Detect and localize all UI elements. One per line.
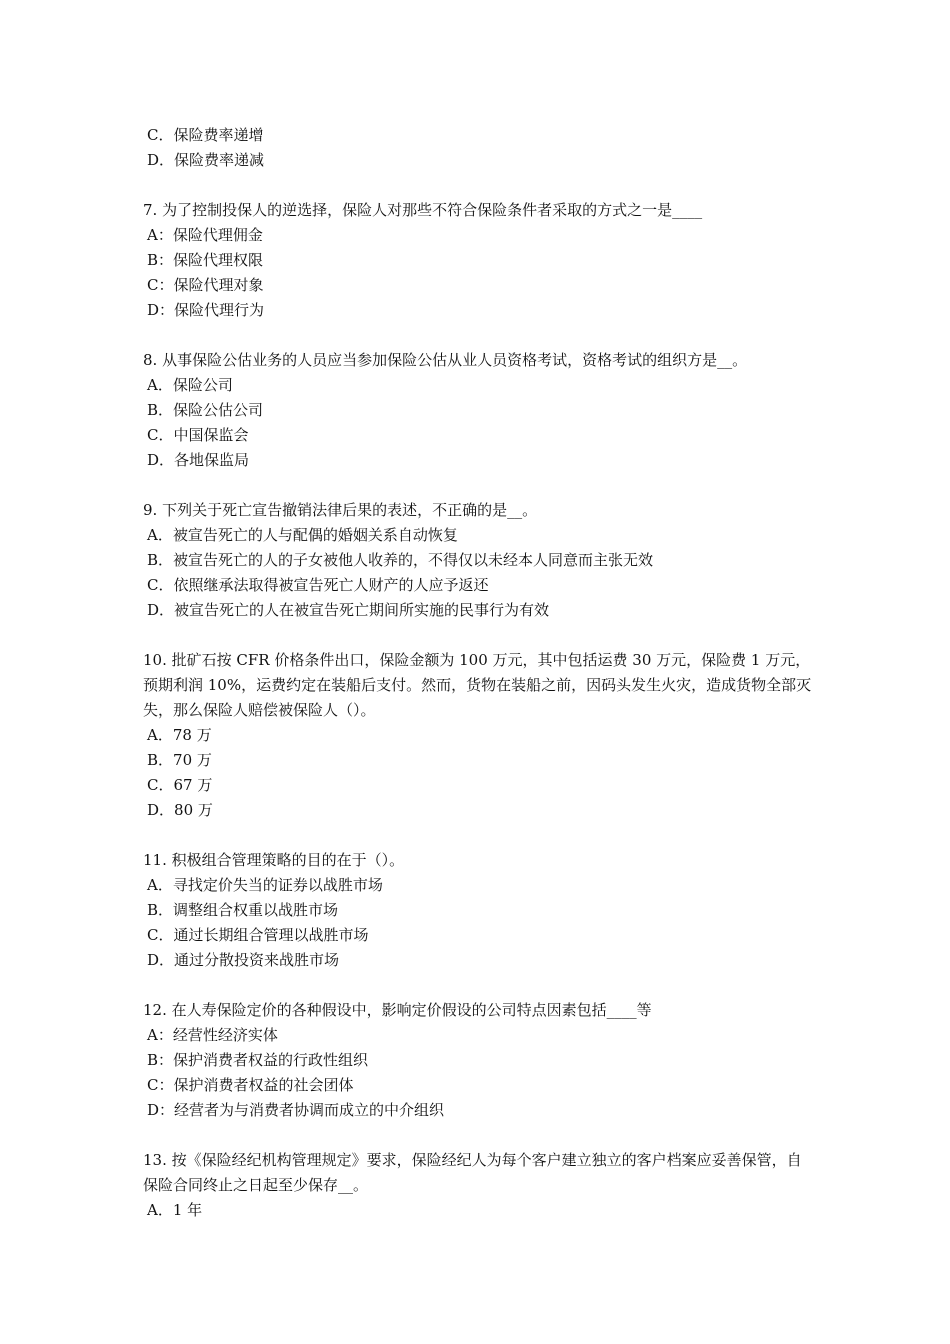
- option-d: D．80 万: [147, 801, 213, 819]
- option-d: D．通过分散投资来战胜市场: [147, 951, 340, 969]
- option-b: B．被宣告死亡的人的子女被他人收养的，不得仅以未经本人同意而主张无效: [147, 551, 654, 569]
- option-a: A．保险公司: [147, 376, 233, 394]
- option-list: [143, 223, 815, 323]
- option-list: [143, 373, 815, 473]
- question-block: [143, 198, 815, 323]
- question-block: [143, 123, 815, 173]
- option-c: C．通过长期组合管理以战胜市场: [147, 926, 369, 944]
- option-d: D．被宣告死亡的人在被宣告死亡期间所实施的民事行为有效: [147, 601, 550, 619]
- option-a: A：经营性经济实体: [147, 1026, 278, 1044]
- option-list: [143, 1198, 815, 1223]
- question-text: 12. 在人寿保险定价的各种假设中，影响定价假设的公司特点因素包括____等: [143, 1001, 652, 1019]
- option-a: A．被宣告死亡的人与配偶的婚姻关系自动恢复: [147, 526, 458, 544]
- option-list: [143, 873, 815, 973]
- question-text: 8. 从事保险公估业务的人员应当参加保险公估从业人员资格考试，资格考试的组织方是__。: [143, 351, 748, 369]
- option-list: [143, 523, 815, 623]
- option-d: D：经营者为与消费者协调而成立的中介组织: [147, 1101, 445, 1119]
- question-block: [143, 348, 815, 473]
- question-text: 13. 按《保险经纪机构管理规定》要求，保险经纪人为每个客户建立独立的客户档案应妥善保管，自保险合同终止之日起至少保存__。: [143, 1151, 802, 1194]
- option-list: [143, 723, 815, 823]
- question-text: 7. 为了控制投保人的逆选择，保险人对那些不符合保险条件者采取的方式之一是____: [143, 201, 703, 219]
- question-block: [143, 648, 815, 823]
- option-d: D．各地保监局: [147, 451, 250, 469]
- question-block: [143, 998, 815, 1123]
- option-c: C．67 万: [147, 776, 213, 794]
- question-text: 9. 下列关于死亡宣告撤销法律后果的表述，不正确的是__。: [143, 501, 538, 519]
- option-a: A．78 万: [147, 726, 212, 744]
- option-d: D．保险费率递减: [147, 151, 265, 169]
- option-d: D：保险代理行为: [147, 301, 265, 319]
- option-a: A．寻找定价失当的证券以战胜市场: [147, 876, 383, 894]
- option-b: B：保险代理权限: [147, 251, 264, 269]
- option-b: B：保护消费者权益的行政性组织: [147, 1051, 369, 1069]
- question-block: [143, 848, 815, 973]
- option-b: B．70 万: [147, 751, 212, 769]
- option-a: A．1 年: [147, 1201, 203, 1219]
- question-block: [143, 1148, 815, 1223]
- option-c: C．依照继承法取得被宣告死亡人财产的人应予返还: [147, 576, 489, 594]
- option-list: [143, 1023, 815, 1123]
- question-block: [143, 498, 815, 623]
- option-b: B．保险公估公司: [147, 401, 264, 419]
- option-c: C：保险代理对象: [147, 276, 264, 294]
- question-text: 10. 批矿石按 CFR 价格条件出口，保险金额为 100 万元，其中包括运费 30 万元，保险费 1 万元，预期利润 10%，运费约定在装船后支付。然而，货物在装船之前，因码头发生火灾，造成货物全部灭失，那么保险人赔偿被保险人（）。: [143, 651, 812, 719]
- question-text: 11. 积极组合管理策略的目的在于（）。: [143, 851, 405, 869]
- option-a: A：保险代理佣金: [147, 226, 263, 244]
- question-list: [143, 123, 815, 1223]
- option-c: C：保护消费者权益的社会团体: [147, 1076, 354, 1094]
- option-b: B．调整组合权重以战胜市场: [147, 901, 339, 919]
- option-c: C．保险费率递增: [147, 126, 264, 144]
- option-list: [143, 123, 815, 173]
- option-c: C．中国保监会: [147, 426, 249, 444]
